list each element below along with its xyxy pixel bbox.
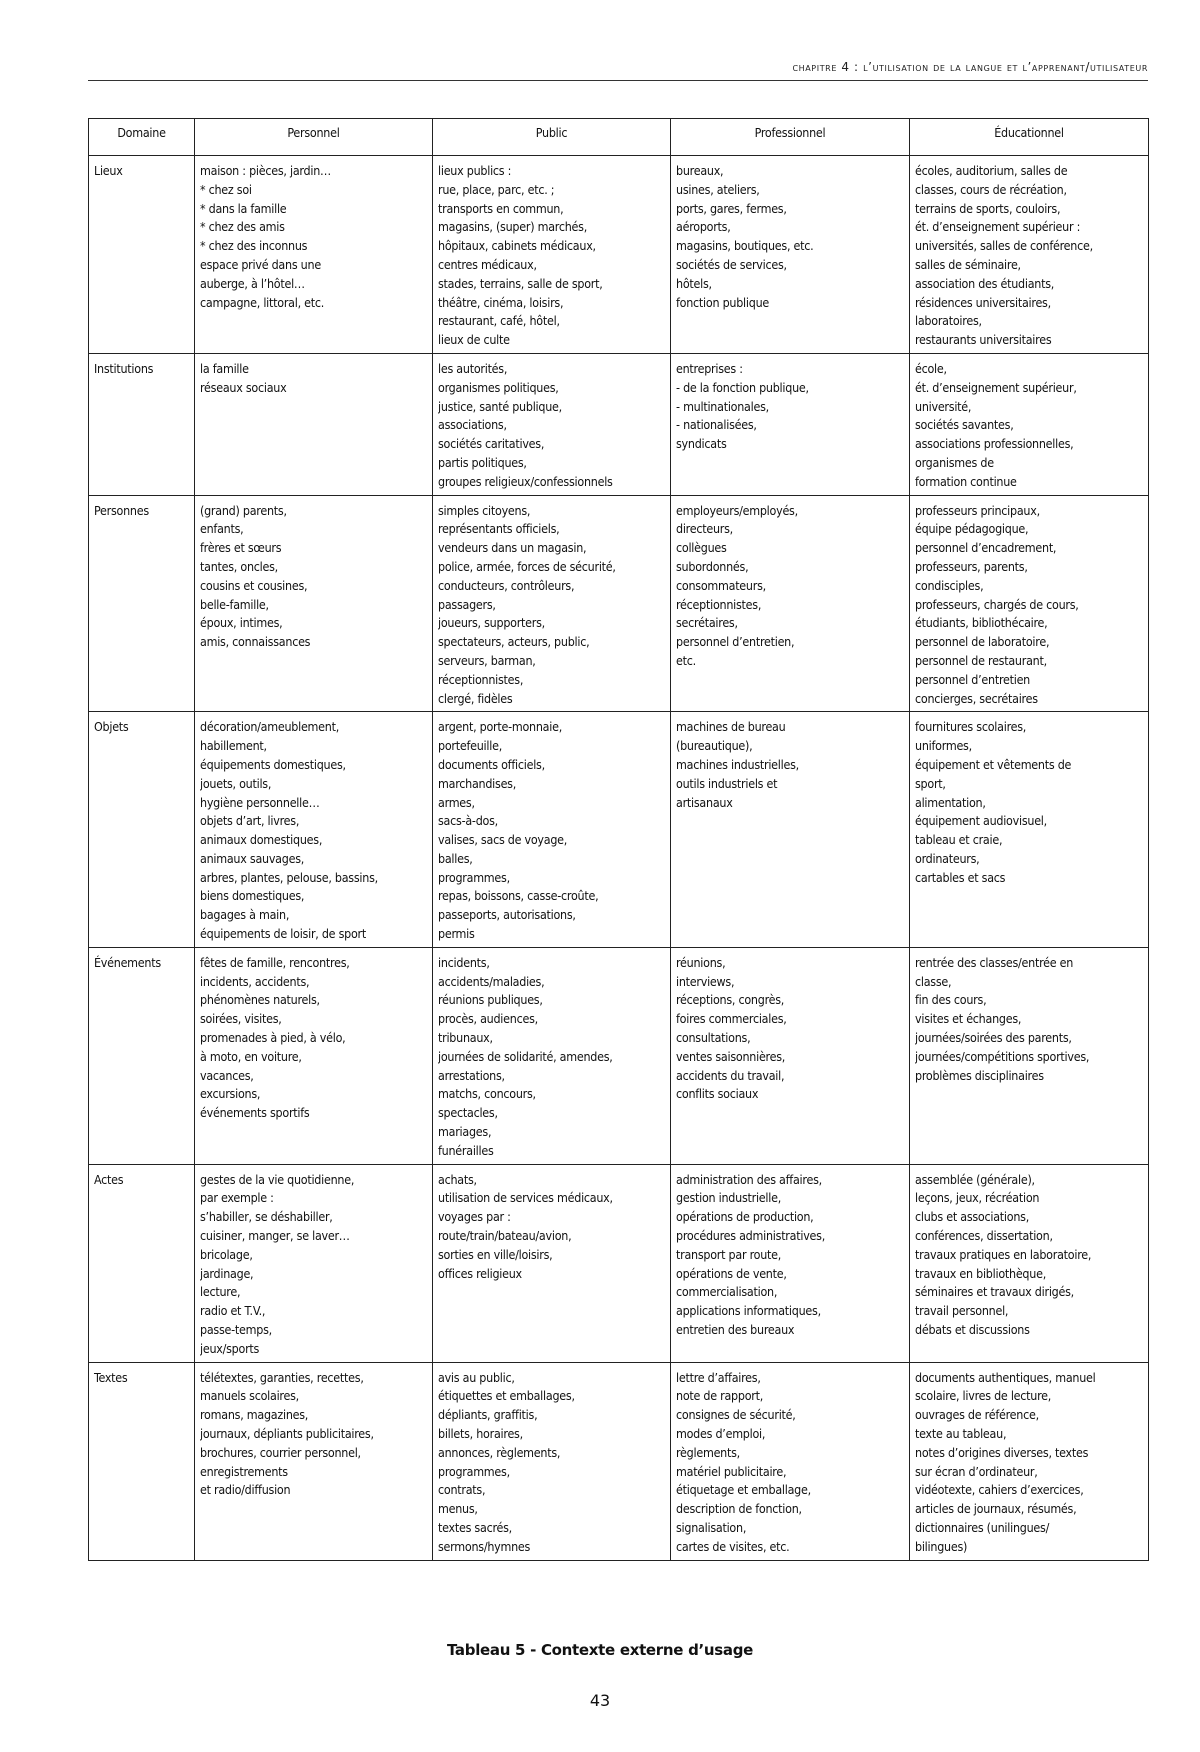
cell-line: * chez des amis	[200, 219, 285, 235]
cell-line: * chez des inconnus	[200, 238, 308, 254]
cell-line: procédures administratives,	[676, 1228, 825, 1244]
cell-line: jeux/sports	[200, 1340, 260, 1356]
cell-line: gestes de la vie quotidienne,	[200, 1171, 355, 1187]
professionnel-cell	[671, 1362, 910, 1560]
cell-line: personnel de laboratoire,	[915, 634, 1050, 650]
educationnel-cell	[910, 495, 1149, 712]
domain-cell: Événements	[89, 947, 195, 1164]
cell-line: uniformes,	[915, 738, 972, 754]
cell-line: frères et sœurs	[200, 540, 282, 556]
table-body	[89, 156, 1149, 1561]
cell-line: - nationalisées,	[676, 417, 757, 433]
cell-line: classes, cours de récréation,	[915, 181, 1067, 197]
cell-line: hygiène personnelle…	[200, 794, 320, 810]
cell-line: police, armée, forces de sécurité,	[438, 558, 616, 574]
cell-line: outils industriels et	[676, 775, 778, 791]
cell-line: passeports, autorisations,	[438, 907, 576, 923]
cell-line: maison : pièces, jardin…	[200, 163, 331, 178]
cell-line: romans, magazines,	[200, 1407, 309, 1423]
cell-line: usines, ateliers,	[676, 181, 760, 197]
educationnel-cell	[910, 1164, 1149, 1362]
cell-line: contrats,	[438, 1482, 486, 1498]
cell-line: (bureautique),	[676, 738, 753, 754]
cell-line: documents authentiques, manuel	[915, 1369, 1096, 1385]
public-cell	[433, 947, 671, 1164]
table-row	[89, 1362, 1149, 1560]
table-caption: Tableau 5 - Contexte externe d’usage	[446, 1641, 754, 1659]
cell-line: sociétés de services,	[676, 256, 787, 272]
cell-line: alimentation,	[915, 794, 986, 810]
cell-line: manuels scolaires,	[200, 1388, 299, 1404]
cell-line: soirées, visites,	[200, 1011, 282, 1027]
cell-line: tableau et craie,	[915, 832, 1003, 848]
cell-line: fonction publique	[676, 294, 769, 310]
cell-line: sorties en ville/loisirs,	[438, 1246, 553, 1262]
cell-line: matériel publicitaire,	[676, 1463, 787, 1479]
cell-line: tantes, oncles,	[200, 558, 278, 574]
cell-line: auberge, à l’hôtel…	[200, 275, 305, 291]
column-header-domaine: Domaine	[89, 119, 195, 156]
cell-line: portefeuille,	[438, 738, 502, 754]
cell-line: amis, connaissances	[200, 634, 311, 650]
column-header-personnel: Personnel	[195, 119, 433, 156]
cell-line: cuisiner, manger, se laver…	[200, 1228, 350, 1244]
cell-line: syndicats	[676, 436, 727, 452]
running-title: chapitre 4 : l’utilisation de la langue et l’apprenant/utilisateur	[792, 60, 1148, 74]
cell-line: écoles, auditorium, salles de	[915, 163, 1068, 178]
professionnel-cell	[671, 156, 910, 354]
cell-line: procès, audiences,	[438, 1011, 538, 1027]
cell-line: subordonnés,	[676, 558, 749, 574]
context-table	[88, 118, 1149, 1561]
professionnel-cell	[671, 353, 910, 495]
public-cell	[433, 353, 671, 495]
educationnel-cell	[910, 712, 1149, 948]
cell-line: funérailles	[438, 1142, 494, 1158]
cell-line: dictionnaires (unilingues/	[915, 1519, 1050, 1535]
cell-line: personnel d’encadrement,	[915, 540, 1057, 556]
cell-line: scolaire, livres de lecture,	[915, 1388, 1052, 1404]
cell-line: marchandises,	[438, 775, 517, 791]
cell-line: argent, porte-monnaie,	[438, 719, 563, 735]
cell-line: étiquettes et emballages,	[438, 1388, 575, 1404]
cell-line: lieux de culte	[438, 332, 510, 348]
personnel-cell	[195, 947, 433, 1164]
cell-line: transport par route,	[676, 1246, 782, 1262]
cell-line: sermons/hymnes	[438, 1538, 531, 1554]
cell-line: campagne, littoral, etc.	[200, 294, 325, 310]
cell-line: entretien des bureaux	[676, 1322, 795, 1338]
cell-line: magasins, boutiques, etc.	[676, 238, 814, 254]
cell-line: groupes religieux/confessionnels	[438, 473, 613, 489]
domain-cell: Textes	[89, 1362, 195, 1560]
cell-line: lecture,	[200, 1284, 241, 1300]
table-row	[89, 712, 1149, 948]
public-cell	[433, 1164, 671, 1362]
cell-line: collègues	[676, 540, 727, 556]
cell-line: serveurs, barman,	[438, 652, 536, 668]
professionnel-cell	[671, 1164, 910, 1362]
cell-line: enfants,	[200, 521, 244, 537]
cell-line: habillement,	[200, 738, 267, 754]
column-header-educationnel: Éducationnel	[910, 119, 1149, 156]
cell-line: journées de solidarité, amendes,	[438, 1048, 613, 1064]
cell-line: assemblée (générale),	[915, 1171, 1035, 1187]
personnel-cell	[195, 1362, 433, 1560]
cell-line: sport,	[915, 775, 946, 791]
cell-line: matchs, concours,	[438, 1086, 536, 1102]
cell-line: ordinateurs,	[915, 850, 980, 866]
personnel-cell	[195, 712, 433, 948]
cell-line: personnel d’entretien	[915, 671, 1031, 687]
cell-line: programmes,	[438, 869, 510, 885]
cell-line: s’habiller, se déshabiller,	[200, 1209, 333, 1225]
cell-line: applications informatiques,	[676, 1303, 821, 1319]
cell-line: universités, salles de conférence,	[915, 238, 1093, 254]
cell-line: sociétés savantes,	[915, 417, 1014, 433]
cell-line: sur écran d’ordinateur,	[915, 1463, 1038, 1479]
cell-line: règlements,	[676, 1444, 740, 1460]
cell-line: * chez soi	[200, 181, 252, 197]
cell-line: vidéotexte, cahiers d’exercices,	[915, 1482, 1084, 1498]
cell-line: promenades à pied, à vélo,	[200, 1030, 346, 1046]
domain-cell: Institutions	[89, 353, 195, 495]
professionnel-cell	[671, 495, 910, 712]
column-header-professionnel: Professionnel	[671, 119, 910, 156]
cell-line: * dans la famille	[200, 200, 287, 216]
running-header	[88, 56, 1148, 81]
cell-line: transports en commun,	[438, 200, 564, 216]
cell-line: rue, place, parc, etc. ;	[438, 181, 555, 197]
cell-line: repas, boissons, casse-croûte,	[438, 888, 599, 904]
cell-line: fêtes de famille, rencontres,	[200, 954, 350, 970]
table-header	[89, 119, 1149, 156]
cell-line: équipement et vêtements de	[915, 756, 1072, 772]
cell-line: accidents du travail,	[676, 1067, 785, 1083]
cell-line: mariages,	[438, 1124, 492, 1140]
cell-line: incidents,	[438, 954, 490, 970]
cell-line: valises, sacs de voyage,	[438, 832, 568, 848]
cell-line: leçons, jeux, récréation	[915, 1190, 1040, 1206]
cell-line: étudiants, bibliothécaire,	[915, 615, 1048, 631]
cell-line: artisanaux	[676, 794, 733, 810]
domain-cell: Actes	[89, 1164, 195, 1362]
public-cell	[433, 156, 671, 354]
cell-line: machines industrielles,	[676, 756, 799, 772]
cell-line: - de la fonction publique,	[676, 379, 809, 395]
educationnel-cell	[910, 1362, 1149, 1560]
cell-line: (grand) parents,	[200, 502, 287, 518]
cell-line: équipements domestiques,	[200, 756, 346, 772]
personnel-cell	[195, 156, 433, 354]
cell-line: consignes de sécurité,	[676, 1407, 796, 1423]
cell-line: bricolage,	[200, 1246, 253, 1262]
cell-line: visites et échanges,	[915, 1011, 1022, 1027]
table-row	[89, 353, 1149, 495]
cell-line: centres médicaux,	[438, 256, 537, 272]
table-row	[89, 1164, 1149, 1362]
cell-line: fournitures scolaires,	[915, 719, 1027, 735]
cell-line: professeurs principaux,	[915, 502, 1040, 518]
cell-line: radio et T.V.,	[200, 1303, 266, 1319]
cell-line: réunions,	[676, 954, 726, 970]
cell-line: consultations,	[676, 1030, 751, 1046]
cell-line: excursions,	[200, 1086, 261, 1102]
cell-line: phénomènes naturels,	[200, 992, 320, 1008]
column-header-public: Public	[433, 119, 671, 156]
cell-line: - multinationales,	[676, 398, 769, 414]
cell-line: équipements de loisir, de sport	[200, 926, 366, 942]
cell-line: vendeurs dans un magasin,	[438, 540, 587, 556]
cell-line: menus,	[438, 1501, 478, 1517]
personnel-cell	[195, 353, 433, 495]
cell-line: restaurants universitaires	[915, 332, 1052, 348]
cell-line: étiquetage et emballage,	[676, 1482, 811, 1498]
cell-line: directeurs,	[676, 521, 733, 537]
cell-line: notes d’origines diverses, textes	[915, 1444, 1089, 1460]
cell-line: sociétés caritatives,	[438, 436, 545, 452]
cell-line: spectacles,	[438, 1105, 498, 1121]
cell-line: séminaires et travaux dirigés,	[915, 1284, 1074, 1300]
cell-line: dépliants, graffitis,	[438, 1407, 538, 1423]
cell-line: travail personnel,	[915, 1303, 1009, 1319]
cell-line: réseaux sociaux	[200, 379, 287, 395]
cell-line: tribunaux,	[438, 1030, 493, 1046]
cell-line: partis politiques,	[438, 454, 527, 470]
cell-line: note de rapport,	[676, 1388, 764, 1404]
public-cell	[433, 1362, 671, 1560]
cell-line: interviews,	[676, 973, 735, 989]
cell-line: école,	[915, 360, 947, 376]
cell-line: passe-temps,	[200, 1322, 272, 1338]
cell-line: achats,	[438, 1171, 477, 1187]
professionnel-cell	[671, 712, 910, 948]
cell-line: animaux domestiques,	[200, 832, 323, 848]
cell-line: sacs-à-dos,	[438, 813, 498, 829]
cell-line: hôpitaux, cabinets médicaux,	[438, 238, 596, 254]
cell-line: réceptionnistes,	[438, 671, 524, 687]
educationnel-cell	[910, 353, 1149, 495]
cell-line: ventes saisonnières,	[676, 1048, 786, 1064]
cell-line: joueurs, supporters,	[438, 615, 545, 631]
cell-line: restaurant, café, hôtel,	[438, 313, 560, 329]
cell-line: équipe pédagogique,	[915, 521, 1029, 537]
personnel-cell	[195, 1164, 433, 1362]
cell-line: incidents, accidents,	[200, 973, 310, 989]
cell-line: arbres, plantes, pelouse, bassins,	[200, 869, 378, 885]
cell-line: arrestations,	[438, 1067, 505, 1083]
cell-line: signalisation,	[676, 1519, 747, 1535]
cell-line: conducteurs, contrôleurs,	[438, 577, 575, 593]
cell-line: opérations de production,	[676, 1209, 814, 1225]
cell-line: cartes de visites, etc.	[676, 1538, 790, 1554]
cell-line: travaux en bibliothèque,	[915, 1265, 1046, 1281]
cell-line: annonces, règlements,	[438, 1444, 561, 1460]
cell-line: aéroports,	[676, 219, 731, 235]
cell-line: balles,	[438, 850, 473, 866]
cell-line: administration des affaires,	[676, 1171, 822, 1187]
cell-line: travaux pratiques en laboratoire,	[915, 1246, 1092, 1262]
cell-line: foires commerciales,	[676, 1011, 787, 1027]
cell-line: réceptionnistes,	[676, 596, 762, 612]
cell-line: voyages par :	[438, 1209, 511, 1225]
cell-line: professeurs, parents,	[915, 558, 1028, 574]
cell-line: permis	[438, 926, 475, 942]
cell-line: lettre d’affaires,	[676, 1369, 761, 1385]
cell-line: salles de séminaire,	[915, 256, 1021, 272]
cell-line: articles de journaux, résumés,	[915, 1501, 1077, 1517]
cell-line: espace privé dans une	[200, 256, 321, 272]
cell-line: modes d’emploi,	[676, 1426, 766, 1441]
cell-line: organismes politiques,	[438, 379, 559, 395]
table-row	[89, 947, 1149, 1164]
cell-line: réceptions, congrès,	[676, 992, 785, 1008]
cell-line: bilingues)	[915, 1538, 968, 1554]
educationnel-cell	[910, 947, 1149, 1164]
cell-line: commercialisation,	[676, 1284, 778, 1300]
cell-line: cousins et cousines,	[200, 577, 308, 593]
cell-line: bagages à main,	[200, 907, 290, 923]
cell-line: machines de bureau	[676, 719, 786, 735]
cell-line: biens domestiques,	[200, 888, 305, 904]
cell-line: employeurs/employés,	[676, 502, 798, 518]
cell-line: ports, gares, fermes,	[676, 200, 787, 216]
cell-line: terrains de sports, couloirs,	[915, 200, 1061, 216]
cell-line: vacances,	[200, 1067, 254, 1083]
cell-line: jouets, outils,	[200, 775, 272, 791]
cell-line: personnel de restaurant,	[915, 652, 1047, 668]
personnel-cell	[195, 495, 433, 712]
cell-line: journées/compétitions sportives,	[915, 1048, 1090, 1064]
cell-line: époux, intimes,	[200, 615, 283, 631]
cell-line: animaux sauvages,	[200, 850, 305, 866]
cell-line: stades, terrains, salle de sport,	[438, 275, 603, 291]
cell-line: bureaux,	[676, 163, 724, 178]
cell-line: accidents/maladies,	[438, 973, 545, 989]
cell-line: programmes,	[438, 1463, 510, 1479]
header-row	[89, 119, 1149, 156]
cell-line: justice, santé publique,	[438, 398, 562, 414]
cell-line: journées/soirées des parents,	[915, 1030, 1072, 1046]
cell-line: billets, horaires,	[438, 1426, 523, 1441]
cell-line: organismes de	[915, 454, 994, 470]
cell-line: avis au public,	[438, 1369, 515, 1385]
cell-line: conférences, dissertation,	[915, 1228, 1053, 1244]
cell-line: fin des cours,	[915, 992, 987, 1008]
educationnel-cell	[910, 156, 1149, 354]
cell-line: résidences universitaires,	[915, 294, 1051, 310]
cell-line: télétextes, garanties, recettes,	[200, 1369, 364, 1385]
domain-cell: Lieux	[89, 156, 195, 354]
cell-line: ét. d’enseignement supérieur,	[915, 379, 1077, 395]
cell-line: jardinage,	[200, 1265, 254, 1281]
cell-line: simples citoyens,	[438, 502, 531, 518]
cell-line: passagers,	[438, 596, 496, 612]
cell-line: classe,	[915, 973, 952, 989]
cell-line: texte au tableau,	[915, 1426, 1007, 1441]
cell-line: et radio/diffusion	[200, 1482, 291, 1498]
cell-line: par exemple :	[200, 1190, 274, 1206]
domain-cell: Personnes	[89, 495, 195, 712]
cell-line: gestion industrielle,	[676, 1190, 782, 1206]
table-row	[89, 156, 1149, 354]
cell-line: problèmes disciplinaires	[915, 1067, 1044, 1083]
cell-line: formation continue	[915, 473, 1017, 489]
page-number: 43	[589, 1691, 611, 1710]
cell-line: armes,	[438, 794, 475, 810]
cell-line: etc.	[676, 652, 696, 668]
cell-line: route/train/bateau/avion,	[438, 1228, 572, 1244]
professionnel-cell	[671, 947, 910, 1164]
cell-line: décoration/ameublement,	[200, 719, 340, 735]
cell-line: journaux, dépliants publicitaires,	[200, 1426, 374, 1441]
cell-line: textes sacrés,	[438, 1519, 512, 1535]
cell-line: objets d’art, livres,	[200, 813, 300, 829]
public-cell	[433, 495, 671, 712]
cell-line: représentants officiels,	[438, 521, 560, 537]
cell-line: magasins, (super) marchés,	[438, 219, 587, 235]
cell-line: opérations de vente,	[676, 1265, 787, 1281]
cell-line: associations,	[438, 417, 507, 433]
cell-line: événements sportifs	[200, 1105, 310, 1121]
domain-cell: Objets	[89, 712, 195, 948]
table-row	[89, 495, 1149, 712]
cell-line: à moto, en voiture,	[200, 1048, 302, 1064]
cell-line: association des étudiants,	[915, 275, 1055, 291]
cell-line: ouvrages de référence,	[915, 1407, 1039, 1423]
cell-line: offices religieux	[438, 1265, 522, 1281]
cell-line: consommateurs,	[676, 577, 766, 593]
cell-line: les autorités,	[438, 360, 508, 376]
cell-line: laboratoires,	[915, 313, 982, 329]
public-cell	[433, 712, 671, 948]
cell-line: associations professionnelles,	[915, 436, 1074, 452]
cell-line: professeurs, chargés de cours,	[915, 596, 1079, 612]
cell-line: personnel d’entretien,	[676, 634, 795, 650]
cell-line: la famille	[200, 360, 249, 376]
cell-line: clubs et associations,	[915, 1209, 1030, 1225]
cell-line: spectateurs, acteurs, public,	[438, 634, 590, 650]
cell-line: brochures, courrier personnel,	[200, 1444, 361, 1460]
cell-line: utilisation de services médicaux,	[438, 1190, 613, 1206]
cell-line: enregistrements	[200, 1463, 288, 1479]
cell-line: description de fonction,	[676, 1501, 802, 1517]
cell-line: cartables et sacs	[915, 869, 1006, 885]
cell-line: rentrée des classes/entrée en	[915, 954, 1074, 970]
cell-line: conflits sociaux	[676, 1086, 759, 1102]
cell-line: documents officiels,	[438, 756, 545, 772]
cell-line: lieux publics :	[438, 163, 512, 178]
cell-line: réunions publiques,	[438, 992, 543, 1008]
cell-line: ét. d’enseignement supérieur :	[915, 219, 1081, 235]
cell-line: condisciples,	[915, 577, 984, 593]
cell-line: théâtre, cinéma, loisirs,	[438, 294, 564, 310]
cell-line: secrétaires,	[676, 615, 738, 631]
cell-line: université,	[915, 398, 972, 414]
cell-line: équipement audiovisuel,	[915, 813, 1047, 829]
cell-line: hôtels,	[676, 275, 712, 291]
cell-line: concierges, secrétaires	[915, 690, 1038, 706]
cell-line: belle-famille,	[200, 596, 269, 612]
cell-line: clergé, fidèles	[438, 690, 513, 706]
cell-line: entreprises :	[676, 360, 743, 376]
cell-line: débats et discussions	[915, 1322, 1030, 1338]
